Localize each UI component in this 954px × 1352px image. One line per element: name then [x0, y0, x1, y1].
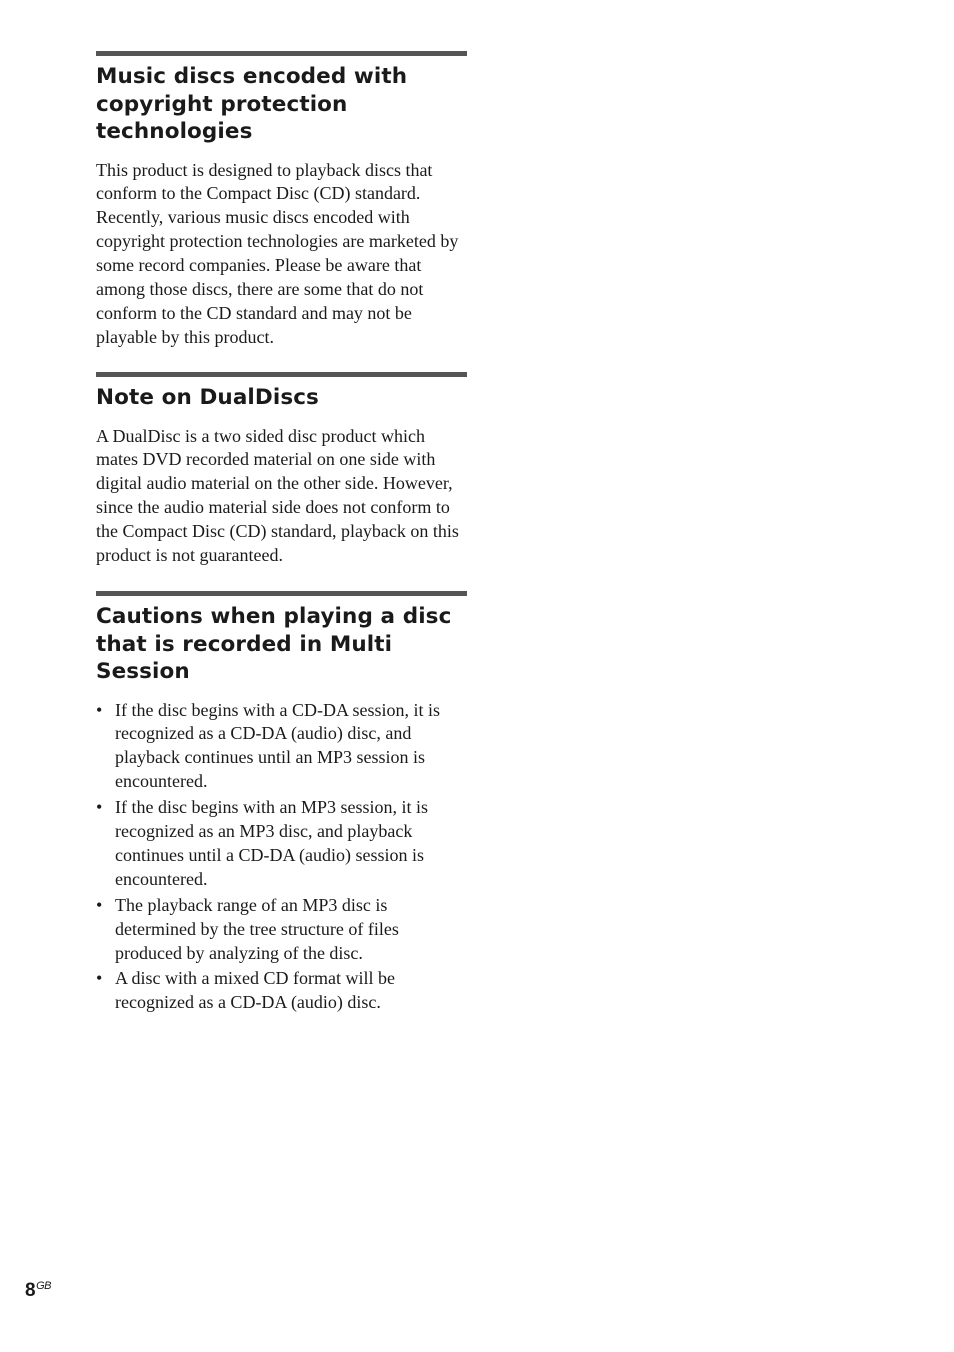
list-item-text: If the disc begins with a CD-DA session, it is recognized as a CD-DA (audio) disc, and playback continues until an MP3 session is encountered.	[115, 699, 440, 792]
section-title: Music discs encoded with copyright protection technologies	[96, 64, 408, 144]
list-item	[96, 796, 467, 892]
bullet-list	[96, 699, 467, 1016]
page-number-value: 8	[25, 1280, 36, 1301]
list-item-text: If the disc begins with an MP3 session, it is recognized as an MP3 disc, and playback continues until a CD-DA (audio) session is encountered.	[115, 797, 428, 889]
section-copyright-protection	[96, 51, 467, 350]
list-item-text: The playback range of an MP3 disc is determined by the tree structure of files produced by analyzing of the disc.	[115, 894, 399, 963]
section-title: Cautions when playing a disc that is recorded in Multi Session	[96, 604, 452, 684]
bullet-icon: •	[96, 894, 103, 915]
list-item	[96, 967, 467, 1015]
page-number	[25, 1280, 51, 1302]
section-body: This product is designed to playback discs that conform to the Compact Disc (CD) standard. Recently, various music discs encoded with copyright protection technologies are marketed by some record companies. Please be aware that among those discs, there are some that do not conform to the CD standard and may not be playable by this product.	[96, 159, 459, 347]
section-multi-session	[96, 591, 467, 1017]
bullet-icon: •	[96, 699, 103, 720]
section-title: Note on DualDiscs	[96, 385, 319, 410]
section-body: A DualDisc is a two sided disc product which mates DVD recorded material on one side with digital audio material on the other side. However, since the audio material side does not conform to the Compact Disc (CD) standard, playback on this product is not guaranteed.	[96, 425, 459, 566]
list-item	[96, 894, 467, 966]
bullet-icon: •	[96, 797, 103, 818]
bullet-icon: •	[96, 968, 103, 989]
page-number-suffix: GB	[36, 1280, 51, 1292]
list-item-text: A disc with a mixed CD format will be recognized as a CD-DA (audio) disc.	[115, 968, 395, 1013]
list-item	[96, 699, 467, 795]
section-dualdiscs	[96, 372, 467, 568]
